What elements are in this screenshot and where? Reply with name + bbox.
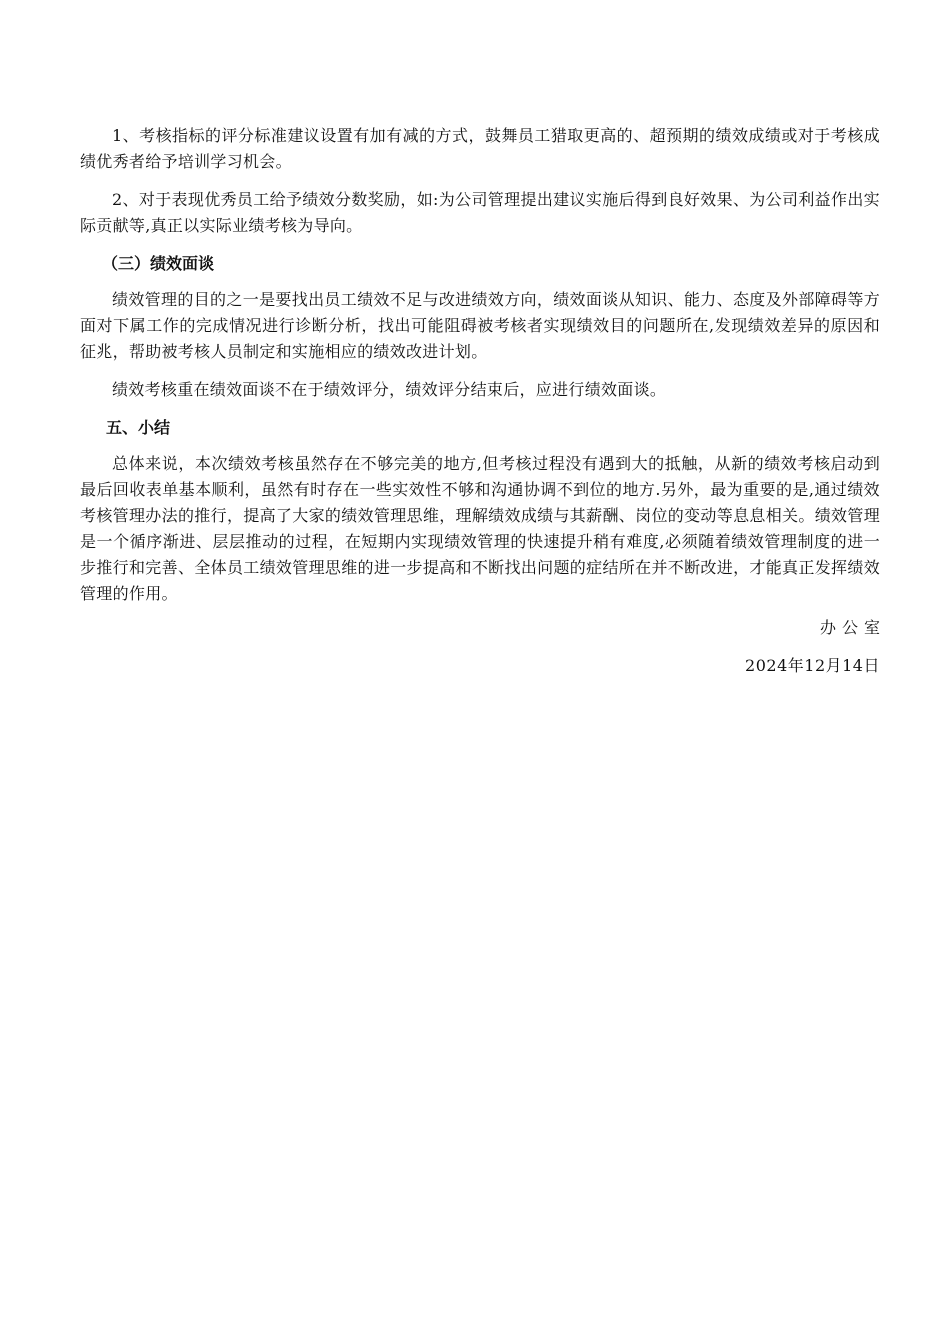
- section-heading-performance-interview: （三）绩效面谈: [102, 254, 215, 273]
- paragraph-suggestion-2: 2、对于表现优秀员工给予绩效分数奖励，如:为公司管理提出建议实施后得到良好效果、为公司利益作出实际贡献等,真正以实际业绩考核为导向。: [80, 190, 880, 235]
- signature-date: 2024年12月14日: [745, 656, 880, 675]
- paragraph-summary: 总体来说，本次绩效考核虽然存在不够完美的地方,但考核过程没有遇到大的抵触，从新的绩效考核启动到最后回收表单基本顺利，虽然有时存在一些实效性不够和沟通协调不到位的地方.另外，最为重要的是,通过绩效考核管理办法的推行，提高了大家的绩效管理思维，理解绩效成绩与其薪酬、岗位的变动等息息相关。绩效管理是一个循序渐进、层层推动的过程，在短期内实现绩效管理的快速提升稍有难度,必须随着绩效管理制度的进一步推行和完善、全体员工绩效管理思维的进一步提高和不断找出问题的症结所在并不断改进，才能真正发挥绩效管理的作用。: [80, 454, 880, 603]
- section-heading-summary: 五、小结: [106, 418, 171, 437]
- paragraph-interview-emphasis: 绩效考核重在绩效面谈不在于绩效评分，绩效评分结束后，应进行绩效面谈。: [112, 380, 667, 399]
- paragraph-interview-purpose: 绩效管理的目的之一是要找出员工绩效不足与改进绩效方向，绩效面谈从知识、能力、态度及外部障碍等方面对下属工作的完成情况进行诊断分析，找出可能阻碍被考核者实现绩效目的问题所在,发现绩效差异的原因和征兆，帮助被考核人员制定和实施相应的绩效改进计划。: [80, 290, 880, 361]
- document-page: [80, 123, 886, 679]
- paragraph-suggestion-1: 1、考核指标的评分标准建议设置有加有减的方式，鼓舞员工猎取更高的、超预期的绩效成绩或对于考核成绩优秀者给予培训学习机会。: [80, 126, 880, 171]
- signature-department: 办公室: [819, 618, 886, 637]
